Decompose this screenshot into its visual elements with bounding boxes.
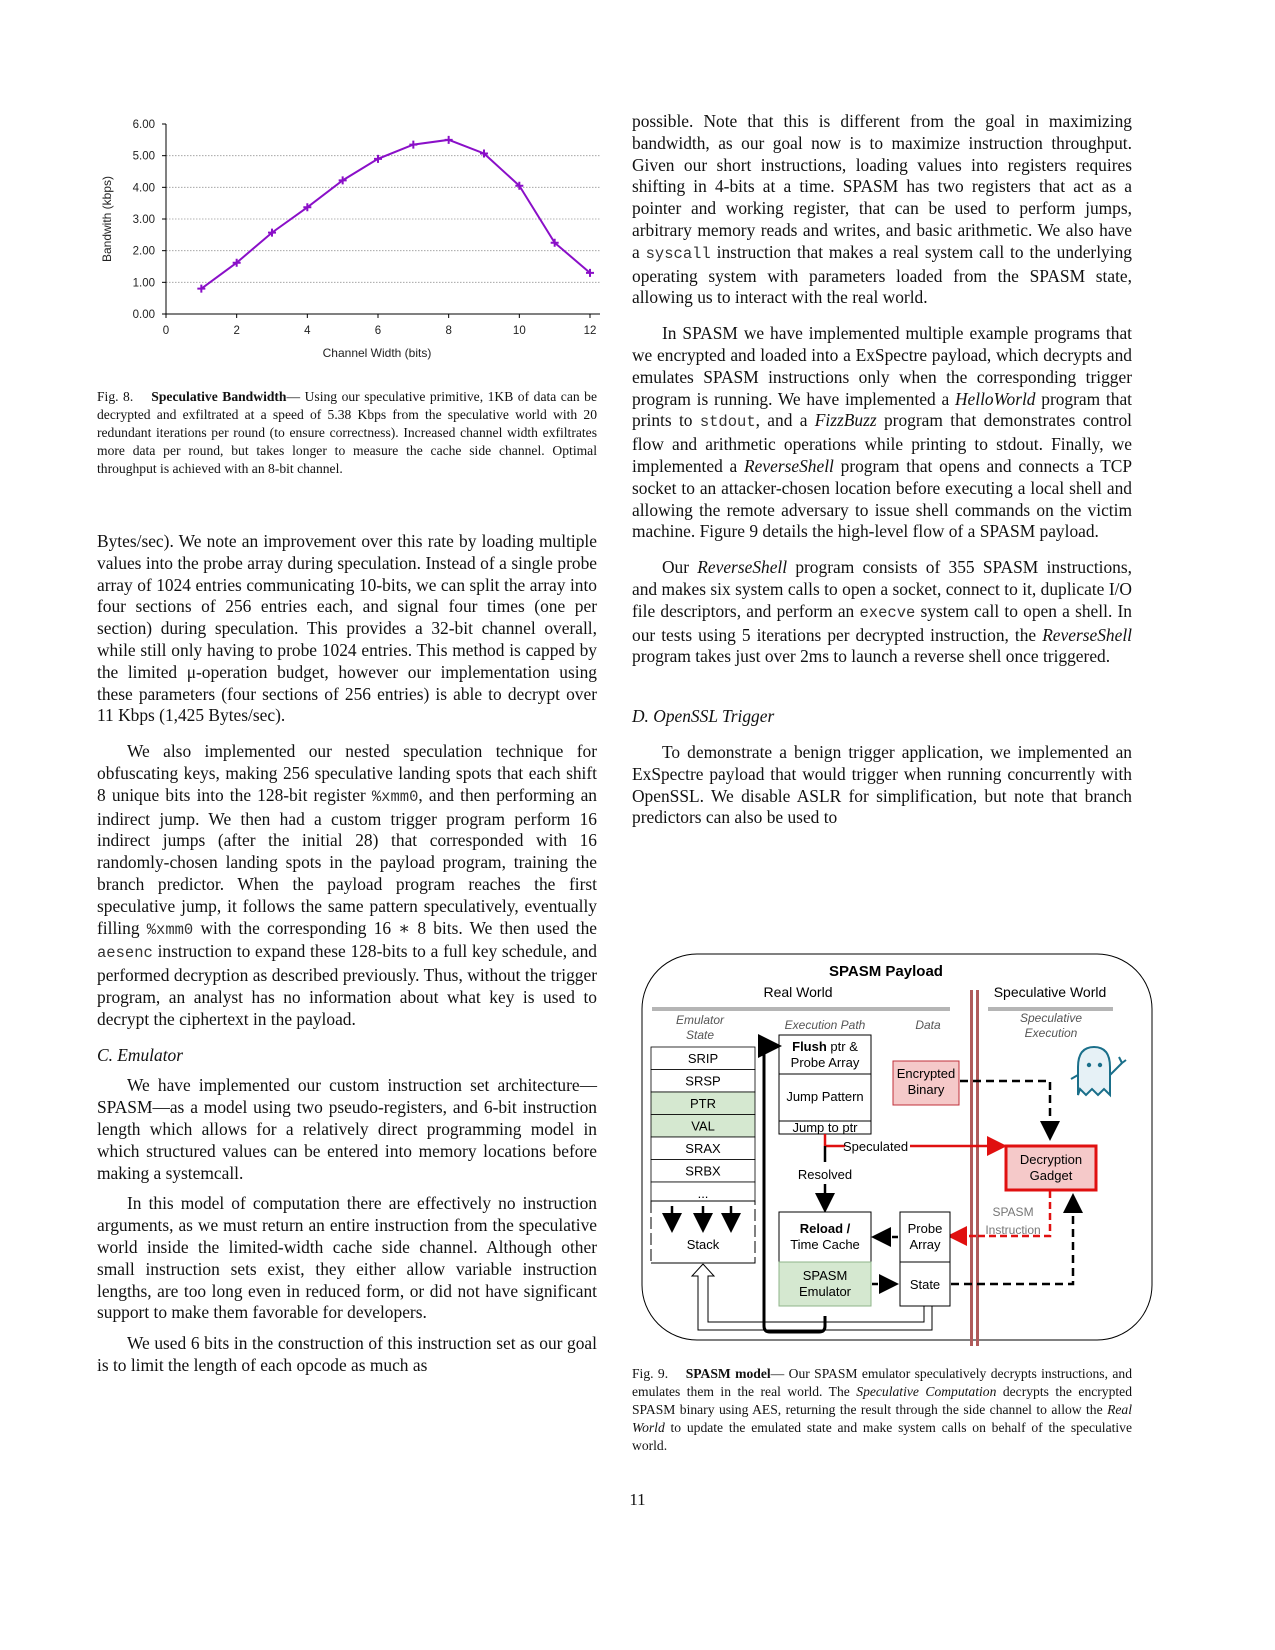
caption-text: — Using our speculative primitive, 1KB of data can be decrypted and exfiltrated at a speed of 5.38 Kbps from the speculative world with 20 redundant iterations per round (to ensure correctness). Increased channel width exfiltrates more data per round, but takes longer to measure the cache side channel. Optimal throughput is achieved with an 8-bit channel.	[97, 389, 597, 476]
paragraph: We have implemented our custom instruction set architecture—SPASM—as a model using two pseudo-registers, and 6-bit instruction length which allows for a relatively direct programming model in which structured values can be entered into memory locations before making a systemcall.	[97, 1075, 597, 1183]
section-heading: C. Emulator	[97, 1044, 183, 1065]
emulator-state-label: Emulator	[675, 1013, 725, 1027]
diagram-title: SPASM Payload	[829, 963, 943, 980]
spasm-emulator-label: SPASM	[802, 1268, 848, 1283]
x-axis-ticks	[163, 314, 597, 337]
text-run: , and a	[755, 410, 815, 431]
caption-text: decrypts the encrypted SPASM binary using AES, returning the result through the side channel to allow the	[632, 1384, 1132, 1417]
x-tick-label: 12	[583, 325, 597, 337]
paragraph: To demonstrate a benign trigger application, we implemented an ExSpectre payload that would trigger when running concurrently with OpenSSL. We disable ASLR for simplification, but note that branch predictors can also be used to	[632, 741, 1132, 828]
probe-array-label: Array	[909, 1237, 941, 1252]
program-name: ReverseShell	[1042, 624, 1132, 645]
chart-gridlines	[166, 156, 600, 283]
y-axis-label: Bandwith (kbps)	[100, 175, 114, 263]
caption-title: SPASM model	[685, 1366, 771, 1381]
caption-label: Fig. 8.	[97, 389, 134, 404]
time-cache-label: Time Cache	[790, 1237, 860, 1252]
y-tick-label: 6.00	[132, 119, 155, 131]
emulator-state-label: State	[685, 1028, 715, 1042]
x-tick-label: 2	[233, 325, 240, 337]
text-run: program that demonstrates control flow and arithmetic operations while printing to stdout. Finally, we implemented a	[632, 410, 1132, 476]
paragraph: Bytes/sec). We note an improvement over this rate by loading multiple values into the probe array during speculation. Instead of a single probe array of 1024 entries communicating 10-bits, we can split the array into four sections of 256 entries each, and signal four times (one per section) during speculation. This provides a 32-bit channel overall, while still only having to probe 1024 entries. This method is capped by the limited μ-operation budget, however our implementation using these parameters (four sections of 256 entries) is able to decrypt over 11 Kbps (1,425 Bytes/sec).	[97, 531, 597, 726]
program-name: ReverseShell	[744, 455, 834, 476]
resolved-label: Resolved	[797, 1167, 853, 1182]
caption-emphasis: Speculative Computation	[856, 1384, 997, 1399]
y-tick-label: 2.00	[132, 245, 155, 258]
speculated-label: Speculated	[843, 1139, 909, 1154]
paragraph	[97, 741, 597, 1030]
real-world-label: Real World	[763, 984, 833, 1000]
text-run: In SPASM we have implemented multiple example programs that we encrypted and loaded into a ExSpectre payload, which decrypts and emulates SPASM instructions only when the corresponding trigger program is running. We have implemented a	[632, 323, 1132, 409]
spasm-emulator-label: Emulator	[798, 1284, 852, 1299]
left-column	[97, 531, 597, 1377]
caption-label: Fig. 9.	[632, 1366, 669, 1381]
paragraph	[632, 323, 1132, 543]
spasm-instruction-label: Instruction	[985, 1223, 1041, 1237]
register-label: VAL	[691, 1118, 715, 1134]
paragraph: We used 6 bits in the construction of this instruction set as our goal is to limit the length of each opcode as much as	[97, 1333, 597, 1375]
text-run: program takes just over 2ms to launch a reverse shell once triggered.	[632, 646, 1111, 667]
register-label: ...	[697, 1186, 709, 1201]
decryption-gadget-label: Gadget	[1029, 1168, 1073, 1183]
speculative-execution-label: Execution	[1024, 1026, 1078, 1040]
caption-title: Speculative Bandwidth	[151, 389, 287, 404]
right-column	[632, 111, 1132, 829]
code-instruction: execve	[859, 603, 916, 622]
y-tick-label: 1.00	[132, 277, 155, 290]
text-run: Our	[662, 557, 698, 578]
x-tick-label: 8	[445, 325, 452, 337]
section-heading: D. OpenSSL Trigger	[632, 706, 775, 727]
caption-emphasis: Real World	[632, 1402, 1132, 1435]
text-run: instruction to expand these 128-bits to a full key schedule, and performed decryption as described previously. Thus, without the trigger program, an analyst has no information about what key is used to decrypt the ciphertext in the payload.	[97, 941, 597, 1029]
register-label: SRBX	[685, 1163, 721, 1179]
program-name: FizzBuzz	[814, 410, 877, 431]
x-tick-label: 0	[162, 325, 170, 337]
state-label: State	[909, 1277, 941, 1292]
paragraph: In this model of computation there are effectively no instruction arguments, as we must return an entire instruction from the speculative world inside the limited-width cache side channel. Although other small instruction sets exist, they either allow variable instruction lengths, are too long even in reduced form, or did not have significant support to make them favorable for developers.	[97, 1193, 597, 1323]
register-label: SRSP	[685, 1073, 721, 1089]
spasm-payload-diagram	[640, 950, 1160, 1350]
y-axis-ticks	[133, 119, 166, 321]
jump-pattern-label: Jump Pattern	[786, 1089, 864, 1104]
probe-array-label: Probe	[907, 1221, 943, 1236]
x-axis-label: Channel Width (bits)	[322, 346, 432, 360]
text-run: , and then performing an indirect jump. We then had a custom trigger program perform 16 indirect jumps (after the initial 28) that corresponded with 16 randomly-chosen landing spots in the payload program, training the branch predictor. When the payload program reaches the first speculative jump, it follows the same pattern speculatively, eventually filling	[97, 784, 597, 938]
text-run: We also implemented our nested speculation technique for obfuscating keys, making 256 speculative landing spots that each shift 8 unique bits into the 128-bit register	[97, 741, 597, 805]
code-register: %xmm0	[371, 787, 419, 806]
x-tick-label: 4	[304, 325, 311, 337]
y-tick-label: 0.00	[132, 309, 155, 321]
jump-to-ptr-label: Jump to ptr	[792, 1120, 858, 1135]
text-run: system call to open a shell. In our tests using 5 iterations per decrypted instruction, the	[632, 600, 1132, 645]
figure-8-caption	[97, 388, 597, 478]
code-instruction: aesenc	[97, 944, 153, 963]
page-number: 11	[629, 1490, 646, 1509]
code-stdout: stdout	[699, 413, 756, 432]
text-run: program consists of 355 SPASM instructions, and makes six system calls to open a socket, connect to it, duplicate I/O file descriptors, and perform an	[632, 557, 1132, 621]
bandwidth-line-chart	[95, 112, 615, 372]
register-label: SRIP	[687, 1051, 719, 1066]
text-run: possible. Note that this is different from the goal in maximizing bandwidth, as our goal now is to maximize instruction throughput. Given our short instructions, loading values into registers requires shifting in 4-bits at a time. SPASM has two registers that act as a pointer and working register, that can be used to perform jumps, arbitrary memory reads and writes, and basic arithmetic. We also have a	[632, 111, 1132, 262]
bandwidth-series-line	[201, 140, 590, 289]
real-world-bar	[652, 1007, 950, 1011]
register-label: SRAX	[685, 1141, 721, 1156]
caption-text: to update the emulated state and make system calls on behalf of the speculative world.	[632, 1420, 1132, 1453]
data-label: Data	[915, 1018, 941, 1032]
y-tick-label: 3.00	[132, 214, 155, 226]
encrypted-binary-label: Binary	[907, 1082, 945, 1097]
code-instruction: syscall	[645, 244, 711, 263]
y-tick-label: 4.00	[132, 182, 155, 195]
code-register: %xmm0	[146, 920, 194, 939]
decryption-gadget-label: Decryption	[1019, 1152, 1083, 1167]
paragraph	[632, 557, 1132, 668]
register-label: PTR	[690, 1096, 716, 1111]
flush-label: Flush ptr &	[792, 1039, 858, 1054]
text-run: with the corresponding 16 ∗ 8 bits. We then used the	[193, 917, 598, 938]
series-markers	[197, 136, 594, 293]
caption-text: — Our SPASM emulator speculatively decrypts instructions, and emulates them in the real world. The	[632, 1366, 1133, 1399]
execution-path-label: Execution Path	[784, 1018, 866, 1032]
text-run: instruction that makes a real system call to the underlying operating system with parameters loaded from the SPASM state, allowing us to interact with the real world.	[632, 241, 1132, 308]
world-divider	[976, 990, 979, 1346]
world-divider	[970, 990, 973, 1346]
program-name: ReverseShell	[697, 557, 788, 578]
reload-label: Reload /	[799, 1221, 851, 1236]
x-tick-label: 6	[374, 325, 382, 337]
text-run: program that opens and connects a TCP socket to an attacker-chosen location before executing a local shell and allowing the remote adversary to issue shell commands on the victim machine. Figure 9 details the high-level flow of a SPASM payload.	[632, 455, 1132, 542]
figure-9-caption	[632, 1365, 1132, 1455]
speculative-world-label: Speculative World	[993, 984, 1107, 1000]
paragraph	[632, 111, 1132, 309]
program-name: HelloWorld	[954, 388, 1036, 409]
y-tick-label: 5.00	[132, 150, 155, 163]
x-tick-label: 10	[512, 325, 526, 337]
data-point-marker	[445, 136, 453, 144]
emulator-registers	[651, 1047, 755, 1205]
stack-label: Stack	[686, 1237, 720, 1252]
spasm-instruction-label: SPASM	[992, 1205, 1034, 1219]
encrypted-binary-label: Encrypted	[896, 1066, 956, 1081]
speculative-execution-label: Speculative	[1019, 1011, 1083, 1025]
text-run: program that prints to	[632, 388, 1132, 431]
probe-array-label: Probe Array	[790, 1055, 860, 1070]
data-point-marker	[409, 141, 417, 149]
